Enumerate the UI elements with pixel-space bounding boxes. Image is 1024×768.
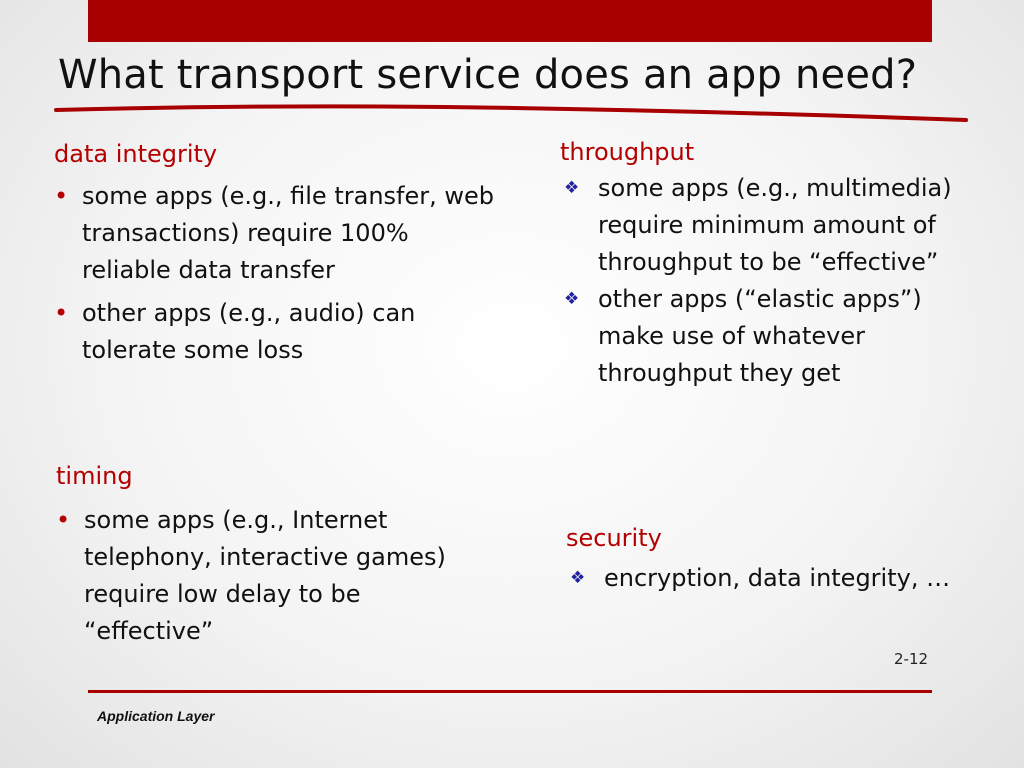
bullet-dot-icon: • [54, 182, 69, 210]
footer-label: Application Layer [97, 708, 215, 724]
list-item-text: some apps (e.g., multimedia) require minimum amount of throughput to be “effective” [598, 174, 952, 276]
list-item [560, 281, 990, 392]
section-timing [56, 460, 456, 650]
title-underline [54, 100, 974, 130]
list-item [54, 295, 494, 369]
list-item [560, 170, 990, 281]
list-item [54, 178, 494, 289]
slide-number: 2-12 [894, 650, 929, 668]
footer-divider [88, 690, 932, 693]
section-data-integrity [54, 138, 494, 369]
slide-title: What transport service does an app need? [58, 52, 918, 98]
diamond-bullet-icon: ❖ [570, 568, 586, 588]
list-item-text: some apps (e.g., Internet telephony, interactive games) require low delay to be “effective” [84, 506, 446, 645]
bullet-dot-icon: • [56, 506, 71, 534]
top-accent-bar [88, 0, 932, 42]
section-heading: data integrity [54, 140, 218, 168]
section-heading: throughput [560, 138, 695, 166]
list-item-text: some apps (e.g., file transfer, web transactions) require 100% reliable data transfer [82, 182, 494, 284]
section-heading: security [566, 524, 662, 552]
list-item-text: other apps (“elastic apps”) make use of whatever throughput they get [598, 285, 922, 387]
list-item [566, 560, 966, 597]
section-heading: timing [56, 462, 133, 490]
list-item [56, 502, 456, 650]
list-item-text: encryption, data integrity, … [604, 564, 951, 592]
section-throughput [560, 136, 990, 392]
section-security [566, 522, 966, 597]
list-item-text: other apps (e.g., audio) can tolerate some loss [82, 299, 416, 364]
bullet-dot-icon: • [54, 299, 69, 327]
diamond-bullet-icon: ❖ [564, 289, 580, 309]
diamond-bullet-icon: ❖ [564, 178, 580, 198]
